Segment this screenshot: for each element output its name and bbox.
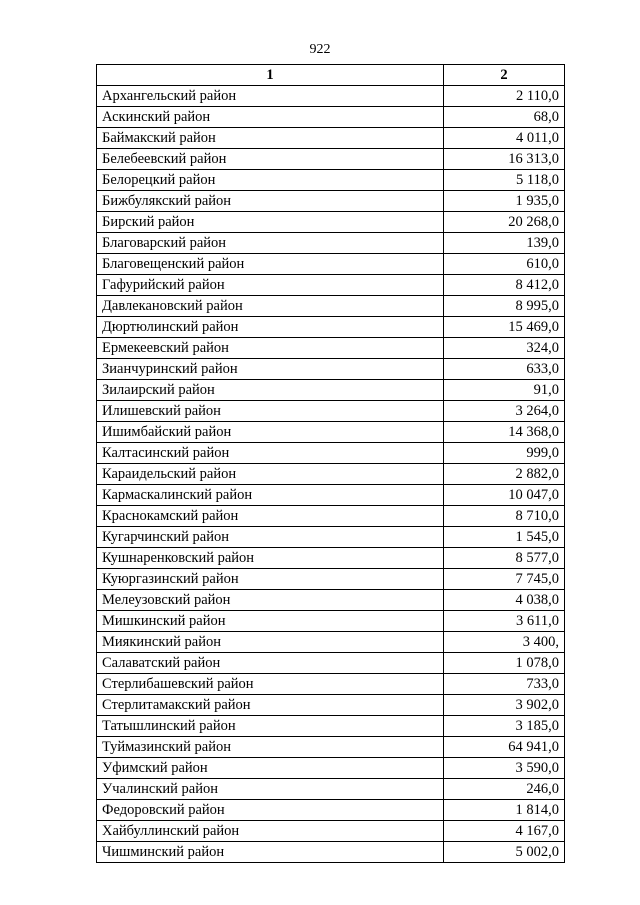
table-row [97,170,565,191]
district-value-cell: 733,0 [444,674,565,695]
district-value-cell: 3 902,0 [444,695,565,716]
district-name-cell: Давлекановский район [97,296,444,317]
district-value-cell: 4 167,0 [444,821,565,842]
district-name-cell: Ишимбайский район [97,422,444,443]
table-row [97,443,565,464]
district-name-cell: Благоварский район [97,233,444,254]
district-value-cell: 5 118,0 [444,170,565,191]
table-row [97,296,565,317]
table-row [97,149,565,170]
table-row [97,254,565,275]
table-row [97,359,565,380]
district-name-cell: Стерлитамакский район [97,695,444,716]
district-name-cell: Краснокамский район [97,506,444,527]
table-row [97,338,565,359]
district-value-cell: 3 611,0 [444,611,565,632]
district-value-cell: 633,0 [444,359,565,380]
district-name-cell: Аскинский район [97,107,444,128]
district-name-cell: Туймазинский район [97,737,444,758]
table-row [97,611,565,632]
district-name-cell: Архангельский район [97,86,444,107]
district-value-cell: 2 110,0 [444,86,565,107]
district-value-cell: 7 745,0 [444,569,565,590]
district-name-cell: Белорецкий район [97,170,444,191]
district-name-cell: Кушнаренковский район [97,548,444,569]
district-value-cell: 8 710,0 [444,506,565,527]
table-row [97,212,565,233]
district-value-cell: 1 078,0 [444,653,565,674]
district-value-cell: 10 047,0 [444,485,565,506]
district-name-cell: Дюртюлинский район [97,317,444,338]
district-value-cell: 5 002,0 [444,842,565,863]
district-value-cell: 1 545,0 [444,527,565,548]
table-row [97,674,565,695]
district-table [96,64,565,863]
district-value-cell: 999,0 [444,443,565,464]
table-row [97,107,565,128]
district-value-cell: 139,0 [444,233,565,254]
district-value-cell: 14 368,0 [444,422,565,443]
page-number: 922 [309,42,331,57]
district-name-cell: Илишевский район [97,401,444,422]
table-row [97,737,565,758]
district-value-cell: 4 038,0 [444,590,565,611]
column-header-value: 2 [444,65,565,86]
district-name-cell: Уфимский район [97,758,444,779]
district-name-cell: Салаватский район [97,653,444,674]
district-value-cell: 3 590,0 [444,758,565,779]
district-value-cell: 3 400, [444,632,565,653]
district-name-cell: Зилаирский район [97,380,444,401]
district-name-cell: Федоровский район [97,800,444,821]
column-header-name: 1 [97,65,444,86]
table-row [97,422,565,443]
district-name-cell: Миякинский район [97,632,444,653]
district-name-cell: Благовещенский район [97,254,444,275]
district-value-cell: 15 469,0 [444,317,565,338]
district-value-cell: 324,0 [444,338,565,359]
table-row [97,653,565,674]
table-row [97,842,565,863]
table-row [97,632,565,653]
table-row [97,380,565,401]
district-name-cell: Стерлибашевский район [97,674,444,695]
district-value-cell: 1 935,0 [444,191,565,212]
district-name-cell: Мелеузовский район [97,590,444,611]
table-row [97,317,565,338]
district-name-cell: Бижбулякский район [97,191,444,212]
district-name-cell: Учалинский район [97,779,444,800]
table-row [97,779,565,800]
district-name-cell: Караидельский район [97,464,444,485]
district-value-cell: 64 941,0 [444,737,565,758]
district-name-cell: Калтасинский район [97,443,444,464]
table-row [97,695,565,716]
district-name-cell: Кармаскалинский район [97,485,444,506]
district-name-cell: Мишкинский район [97,611,444,632]
district-value-cell: 3 264,0 [444,401,565,422]
district-name-cell: Кугарчинский район [97,527,444,548]
district-name-cell: Татышлинский район [97,716,444,737]
district-value-cell: 91,0 [444,380,565,401]
table-row [97,800,565,821]
table-row [97,86,565,107]
district-name-cell: Гафурийский район [97,275,444,296]
district-value-cell: 2 882,0 [444,464,565,485]
district-value-cell: 68,0 [444,107,565,128]
table-row [97,758,565,779]
district-value-cell: 8 995,0 [444,296,565,317]
district-name-cell: Хайбуллинский район [97,821,444,842]
district-value-cell: 246,0 [444,779,565,800]
table-row [97,548,565,569]
district-name-cell: Ермекеевский район [97,338,444,359]
table-row [97,128,565,149]
district-value-cell: 8 577,0 [444,548,565,569]
table-row [97,464,565,485]
district-name-cell: Баймакский район [97,128,444,149]
table-row [97,233,565,254]
table-row [97,401,565,422]
table-row [97,275,565,296]
district-name-cell: Куюргазинский район [97,569,444,590]
district-value-cell: 20 268,0 [444,212,565,233]
table-row [97,716,565,737]
table-row [97,527,565,548]
district-value-cell: 4 011,0 [444,128,565,149]
district-name-cell: Белебеевский район [97,149,444,170]
table-row [97,485,565,506]
district-value-cell: 16 313,0 [444,149,565,170]
district-value-cell: 8 412,0 [444,275,565,296]
table-body [97,86,565,863]
district-name-cell: Чишминский район [97,842,444,863]
table-header-row [97,65,565,86]
district-value-cell: 610,0 [444,254,565,275]
table-row [97,506,565,527]
table-row [97,821,565,842]
district-value-cell: 1 814,0 [444,800,565,821]
district-name-cell: Зианчуринский район [97,359,444,380]
district-value-cell: 3 185,0 [444,716,565,737]
table-row [97,191,565,212]
table-row [97,569,565,590]
table-row [97,590,565,611]
district-name-cell: Бирский район [97,212,444,233]
